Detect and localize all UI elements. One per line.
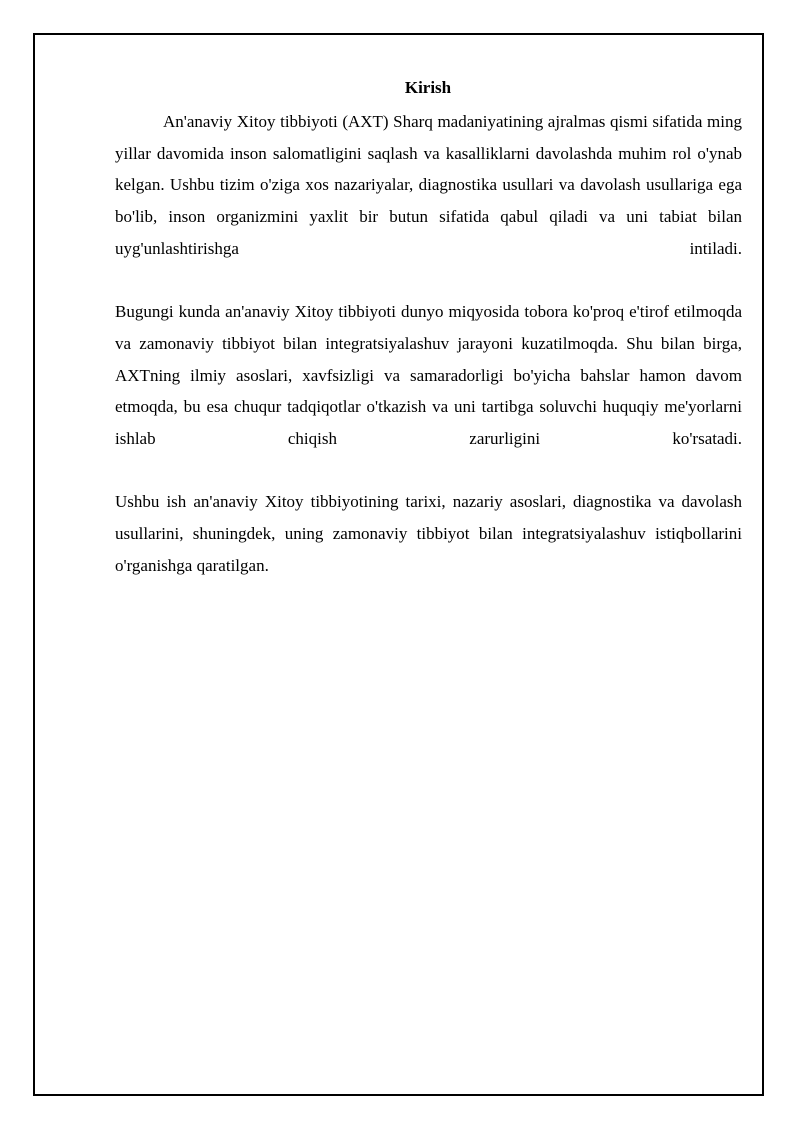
paragraph-spacer xyxy=(115,455,742,487)
paragraph-current-status: Bugungi kunda an'anaviy Xitoy tibbiyoti dunyo miqyosida tobora ko'proq e'tirof etilmoqda va zamonaviy tibbiyot bilan integratsiyalashuv jarayoni kuzatilmoqda. Shu bilan birga, AXTning ilmiy asoslari, xavfsizligi va samaradorligi bo'yicha bahslar hamon davom etmoqda, bu esa chuqur tadqiqotlar o'tkazish va uni tartibga soluvchi huquqiy me'yorlarni ishlab chiqish zarurligini ko'rsatadi. xyxy=(115,302,742,449)
page-title: Kirish xyxy=(404,78,452,97)
document-body xyxy=(115,106,742,582)
paragraph-intro: An'anaviy Xitoy tibbiyoti (AXT) Sharq madaniyatining ajralmas qismi sifatida ming yillar davomida inson salomatligini saqlash va kasalliklarni davolashda muhim rol o'ynab kelgan. Ushbu tizim o'ziga xos nazariyalar, diagnostika usullari va davolash usullariga ega bo'lib, inson organizmini yaxlit bir butun sifatida qabul qiladi va uni tabiat bilan uyg'unlashtirishga intiladi. xyxy=(115,112,742,258)
paragraph-spacer xyxy=(115,265,742,297)
paragraph-purpose: Ushbu ish an'anaviy Xitoy tibbiyotining tarixi, nazariy asoslari, diagnostika va davolash usullarini, shuningdek, uning zamonaviy tibbiyot bilan integratsiyalashuv istiqbollarini o'rganishga qaratilgan. xyxy=(115,492,742,575)
